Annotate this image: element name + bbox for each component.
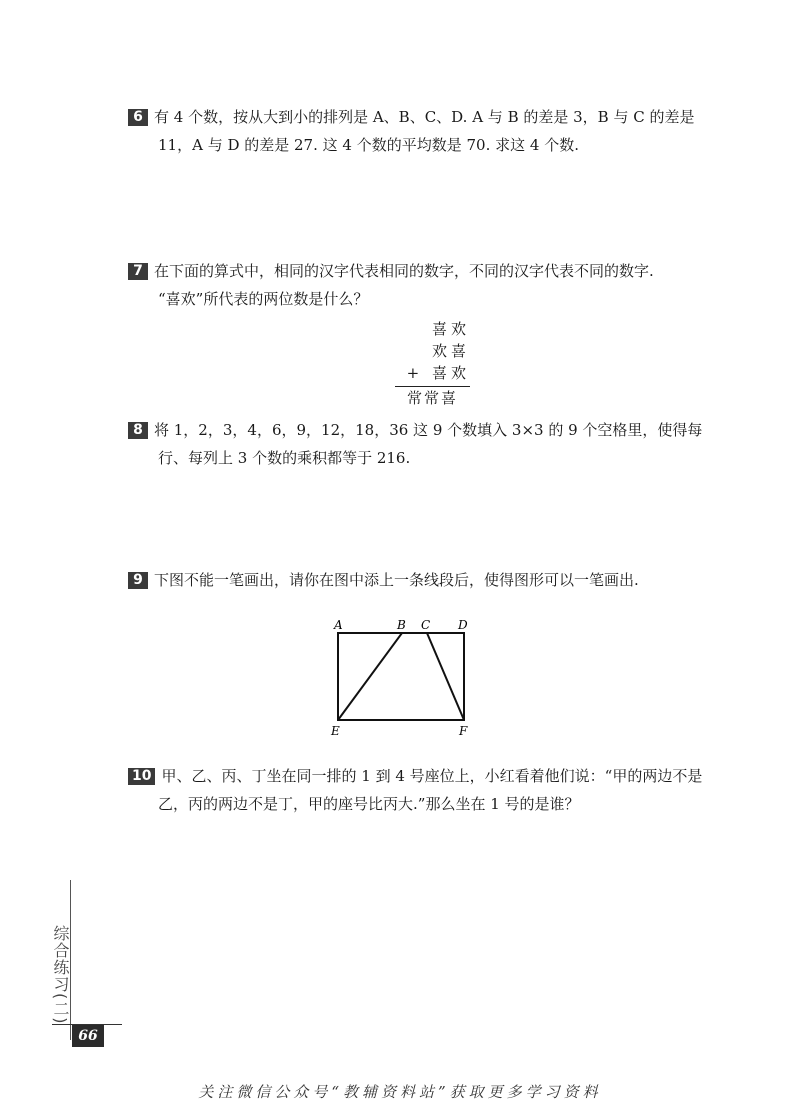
section-label: 综合练习(二) xyxy=(51,925,70,1025)
question-number-badge: 6 xyxy=(128,109,148,126)
question-10-text-line-1: 甲、乙、丙、丁坐在同一排的 1 到 4 号座位上，小红看着他们说：“甲的两边不是 xyxy=(161,767,703,785)
question-number-badge: 8 xyxy=(128,422,148,439)
question-7-text-line-1: 在下面的算式中，相同的汉字代表相同的数字，不同的汉字代表不同的数字. xyxy=(154,262,654,280)
question-6 xyxy=(128,103,718,159)
question-8-text-line-2: 行、每列上 3 个数的乘积都等于 216. xyxy=(158,449,411,467)
question-number-badge: 10 xyxy=(128,768,155,785)
question-8 xyxy=(128,416,718,472)
label-B: B xyxy=(397,618,406,632)
question-6-text-line-2: 11，A 与 D 的差是 27. 这 4 个数的平均数是 70. 求这 4 个数. xyxy=(158,136,579,154)
segment-EB xyxy=(338,633,402,720)
one-stroke-figure xyxy=(325,615,485,740)
question-10 xyxy=(128,762,718,818)
vertical-addition xyxy=(395,318,470,409)
addend-row-2: 欢喜 xyxy=(431,342,470,360)
label-F: F xyxy=(459,724,468,738)
label-C: C xyxy=(421,618,431,632)
segment-CF xyxy=(427,633,464,720)
question-9 xyxy=(128,566,718,594)
addend-row-1: 喜欢 xyxy=(431,320,470,338)
label-A: A xyxy=(334,618,343,632)
addend-row-3: + 喜欢 xyxy=(406,364,470,382)
label-E: E xyxy=(331,724,340,738)
footer-note: 关注微信公众号“教辅资料站”获取更多学习资料 xyxy=(198,1083,602,1101)
question-6-text-line-1: 有 4 个数，按从大到小的排列是 A、B、C、D. A 与 B 的差是 3，B 与 C 的差是 xyxy=(154,108,695,126)
label-D: D xyxy=(458,618,468,632)
question-number-badge: 7 xyxy=(128,263,148,280)
page-number: 66 xyxy=(72,1025,104,1047)
sum-row: 常常喜 xyxy=(395,386,470,409)
question-number-badge: 9 xyxy=(128,572,148,589)
question-9-text-line-1: 下图不能一笔画出，请你在图中添上一条线段后，使得图形可以一笔画出. xyxy=(154,571,639,589)
question-7 xyxy=(128,257,718,313)
question-7-text-line-2: “喜欢”所代表的两位数是什么？ xyxy=(158,290,369,308)
question-10-text-line-2: 乙，丙的两边不是丁，甲的座号比丙大.”那么坐在 1 号的是谁？ xyxy=(158,795,580,813)
question-8-text-line-1: 将 1，2，3，4，6，9，12，18，36 这 9 个数填入 3×3 的 9 个空格里，使得每 xyxy=(154,421,703,439)
